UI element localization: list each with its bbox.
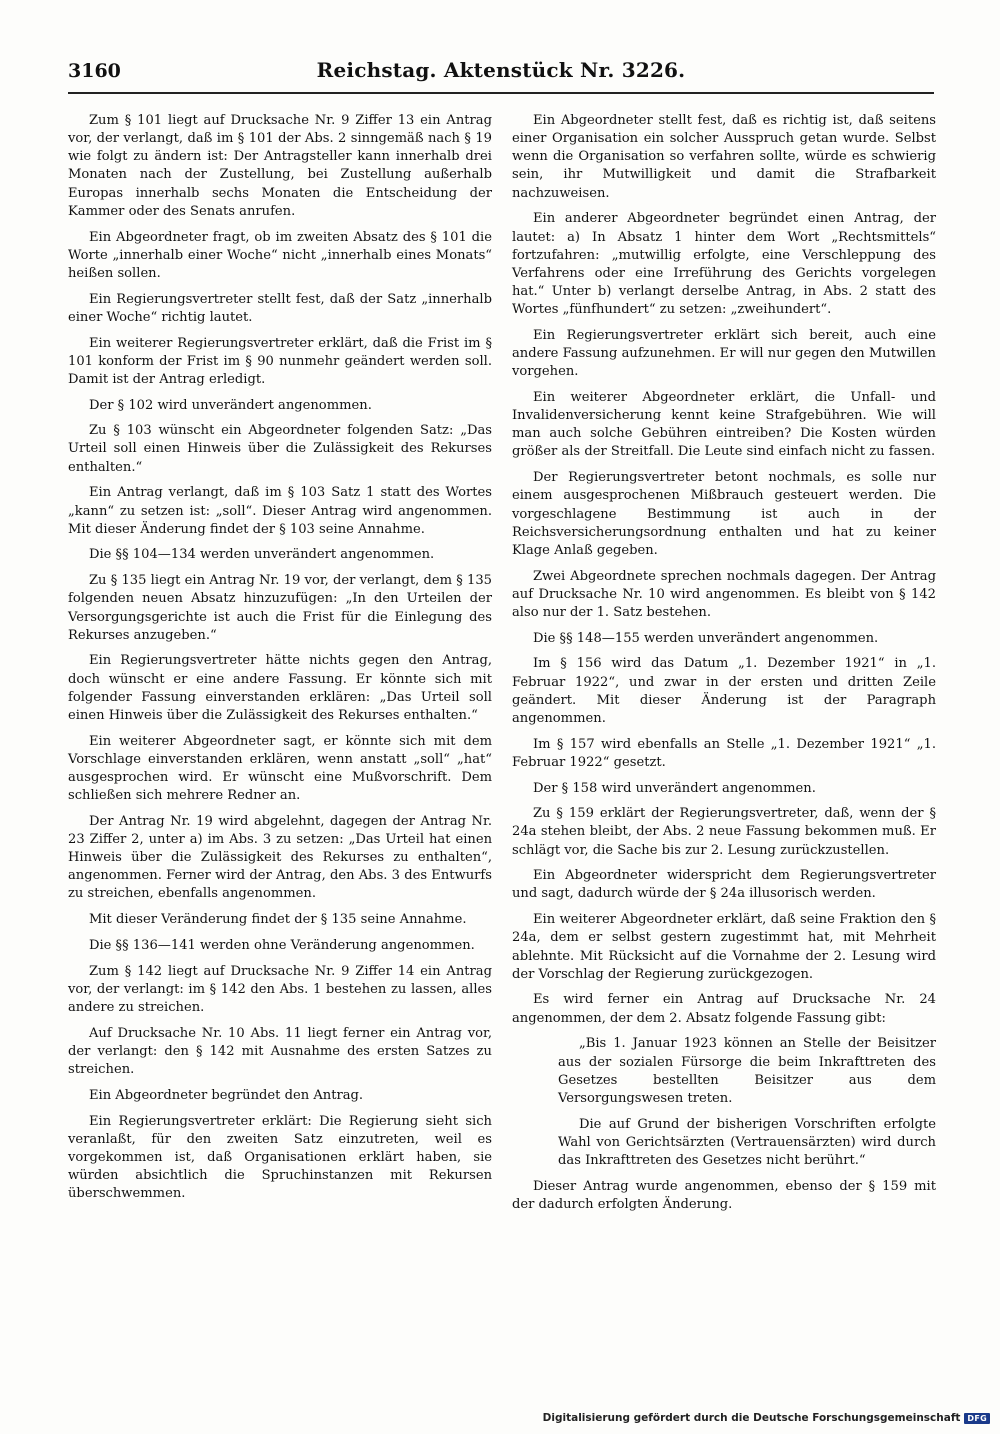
paragraph: Zwei Abgeordnete sprechen nochmals dagegen. Der Antrag auf Drucksache Nr. 10 wird angenommen. Es bleibt von § 142 also nur der 1. Satz bestehen. <box>512 568 936 620</box>
paragraph: Der § 158 wird unverändert angenommen. <box>532 780 816 796</box>
paragraph: Ein Regierungsvertreter erklärt sich bereit, auch eine andere Fassung aufzunehmen. Er will nur gegen den Mutwillen vorgehen. <box>512 327 936 380</box>
paragraph: Ein Regierungsvertreter stellt fest, daß der Satz „innerhalb einer Woche“ richtig lautet. <box>68 291 492 325</box>
paragraph: Ein Abgeordneter widerspricht dem Regierungsvertreter und sagt, dadurch würde der § 24a illusorisch werden. <box>512 868 936 902</box>
paragraph: Ein Abgeordneter begründet den Antrag. <box>88 1087 364 1103</box>
paragraph: Ein weiterer Abgeordneter erklärt, daß seine Fraktion den § 24a, dem er selbst gestern zugestimmt hat, mit Mehrheit ablehnte. Mit Rücksicht auf die Vornahme der 2. Lesung wird der Vorschlag der Regierung zurückgezogen. <box>512 912 936 982</box>
digitization-credit <box>543 1412 990 1424</box>
closing-paragraph: Dieser Antrag wurde angenommen, ebenso der § 159 mit der dadurch erfolgten Änderung. <box>512 1178 936 1212</box>
dfg-logo-icon: DFG <box>964 1413 990 1424</box>
paragraph: Die §§ 136—141 werden ohne Veränderung angenommen. <box>88 937 475 953</box>
paragraph: Die §§ 148—155 werden unverändert angenommen. <box>532 630 879 646</box>
paragraph: Mit dieser Veränderung findet der § 135 seine Annahme. <box>88 912 467 928</box>
paragraph: Ein weiterer Abgeordneter sagt, er könnte sich mit dem Vorschlage einverstanden erklären, wenn anstatt „soll“ „hat“ ausgesprochen wird. Er wünscht eine Mußvorschrift. Dem schließen sich mehrere Redner an. <box>68 733 492 804</box>
paragraph: Ein Antrag verlangt, daß im § 103 Satz 1 statt des Wortes „kann“ zu setzen ist: „soll“. Dieser Antrag wird angenommen. Mit dieser Änderung findet der § 103 seine Annahme. <box>68 485 492 537</box>
quoted-paragraph: „Bis 1. Januar 1923 können an Stelle der Beisitzer aus der sozialen Fürsorge die beim Inkrafttreten des Gesetzes bestellten Beisitzer aus dem Versorgungswesen treten. <box>558 1036 936 1106</box>
paragraph: Zum § 142 liegt auf Drucksache Nr. 9 Ziffer 14 ein Antrag vor, der verlangt: im § 142 den Abs. 1 bestehen zu lassen, alles andere zu streichen. <box>68 963 492 1016</box>
paragraph: Ein weiterer Abgeordneter erklärt, die Unfall- und Invalidenversicherung kennt keine Strafgebühren. Wie will man auch solche Gebühren eintreiben? Die Kosten würden größer als der Streitfall. Die Leute sind einfach nicht zu fassen. <box>512 389 936 460</box>
right-column <box>512 112 936 1222</box>
left-column <box>68 112 492 1211</box>
paragraph: Es wird ferner ein Antrag auf Drucksache Nr. 24 angenommen, der dem 2. Absatz folgende Fassung gibt: <box>512 992 936 1026</box>
page-number: 3160 <box>68 60 121 82</box>
paragraph: Im § 156 wird das Datum „1. Dezember 1921“ in „1. Februar 1922“, und zwar in der ersten und dritten Zeile geändert. Mit dieser Änderung ist der Paragraph angenommen. <box>512 656 936 726</box>
paragraph: Ein Abgeordneter stellt fest, daß es richtig ist, daß seitens einer Organisation ein solcher Ausspruch getan wurde. Selbst wenn die Organisation so verfahren sollte, würde es schwierig sein, ihr Mutwilligkeit und damit die Strafbarkeit nachzuweisen. <box>512 113 936 201</box>
credit-text: Digitalisierung gefördert durch die Deutsche Forschungsgemeinschaft <box>542 1412 961 1424</box>
paragraph: Im § 157 wird ebenfalls an Stelle „1. Dezember 1921“ „1. Februar 1922“ gesetzt. <box>512 736 936 770</box>
paragraph: Zum § 101 liegt auf Drucksache Nr. 9 Ziffer 13 ein Antrag vor, der verlangt, daß im § 101 der Abs. 2 sinngemäß nach § 19 wie folgt zu ändern ist: Der Antragsteller kann innerhalb drei Monaten nach der Zustellung, bei Zustellung außerhalb Europas innerhalb sechs Monaten die Entscheidung der Kammer oder des Senats anrufen. <box>68 113 492 219</box>
paragraph: Ein Regierungsvertreter erklärt: Die Regierung sieht sich veranlaßt, für den zweiten Satz einzutreten, weil es vorgekommen ist, daß Organisationen erklärt haben, sie würden absichtlich die Spruchinstanzen mit Rekursen überschwemmen. <box>68 1113 492 1202</box>
paragraph: Der § 102 wird unverändert angenommen. <box>88 397 372 413</box>
running-title: Reichstag. Aktenstück Nr. 3226. <box>316 58 686 82</box>
paragraph: Ein anderer Abgeordneter begründet einen Antrag, der lautet: a) In Absatz 1 hinter dem Wort „Rechtsmittels“ fortzufahren: „mutwillig erfolgte, eine Verschleppung des Verfahrens oder eine Irreführung des Gerichts vorgelegen hat.“ Unter b) verlangt derselbe Antrag, in Abs. 2 statt des Wortes „fünfhundert“ zu setzen: „zweihundert“. <box>512 211 936 318</box>
paragraph: Der Antrag Nr. 19 wird abgelehnt, dagegen der Antrag Nr. 23 Ziffer 2, unter a) im Abs. 3 zu setzen: „Das Urteil hat einen Hinweis über die Zulässigkeit des Rekurses zu enthalten“, angenommen. Ferner wird der Antrag, den Abs. 3 des Entwurfs zu streichen, ebenfalls angenommen. <box>68 813 492 902</box>
page-header <box>68 58 934 88</box>
paragraph: Ein weiterer Regierungsvertreter erklärt, daß die Frist im § 101 konform der Frist im § 90 nunmehr geändert werden soll. Damit ist der Antrag erledigt. <box>68 335 492 387</box>
quoted-paragraph: Die auf Grund der bisherigen Vorschriften erfolgte Wahl von Gerichtsärzten (Vertrauensärzten) wird durch das Inkrafttreten des Gesetzes nicht berührt.“ <box>558 1116 936 1168</box>
paragraph: Auf Drucksache Nr. 10 Abs. 11 liegt ferner ein Antrag vor, der verlangt: den § 142 mit Ausnahme des ersten Satzes zu streichen. <box>68 1025 492 1078</box>
paragraph: Ein Abgeordneter fragt, ob im zweiten Absatz des § 101 die Worte „innerhalb einer Woche“ nicht „innerhalb eines Monats“ heißen sollen. <box>68 229 492 281</box>
paragraph: Die §§ 104—134 werden unverändert angenommen. <box>88 547 435 563</box>
paragraph: Zu § 135 liegt ein Antrag Nr. 19 vor, der verlangt, dem § 135 folgenden neuen Absatz hinzuzufügen: „In den Urteilen der Versorgungsgerichte ist auch die Frist für die Einlegung des Rekurses anzugeben.“ <box>68 573 492 643</box>
header-rule <box>68 92 934 94</box>
paragraph: Zu § 103 wünscht ein Abgeordneter folgenden Satz: „Das Urteil soll einen Hinweis über die Zulässigkeit des Rekurses enthalten.“ <box>68 423 492 475</box>
paragraph: Ein Regierungsvertreter hätte nichts gegen den Antrag, doch wünscht er eine andere Fassung. Er könnte sich mit folgender Fassung einverstanden erklären: „Das Urteil soll einen Hinweis über die Zulässigkeit des Rekurses enthalten.“ <box>68 653 492 723</box>
paragraph: Zu § 159 erklärt der Regierungsvertreter, daß, wenn der § 24a stehen bleibt, der Abs. 2 neue Fassung bekommen muß. Er schlägt vor, die Sache bis zur 2. Lesung zurückzustellen. <box>512 806 936 858</box>
paragraph: Der Regierungsvertreter betont nochmals, es solle nur einem ausgesprochenen Mißbrauch gesteuert werden. Die vorgeschlagene Bestimmung ist auch in der Reichsversicherungsordnung enthalten und hat zu keiner Klage Anlaß gegeben. <box>512 470 936 558</box>
